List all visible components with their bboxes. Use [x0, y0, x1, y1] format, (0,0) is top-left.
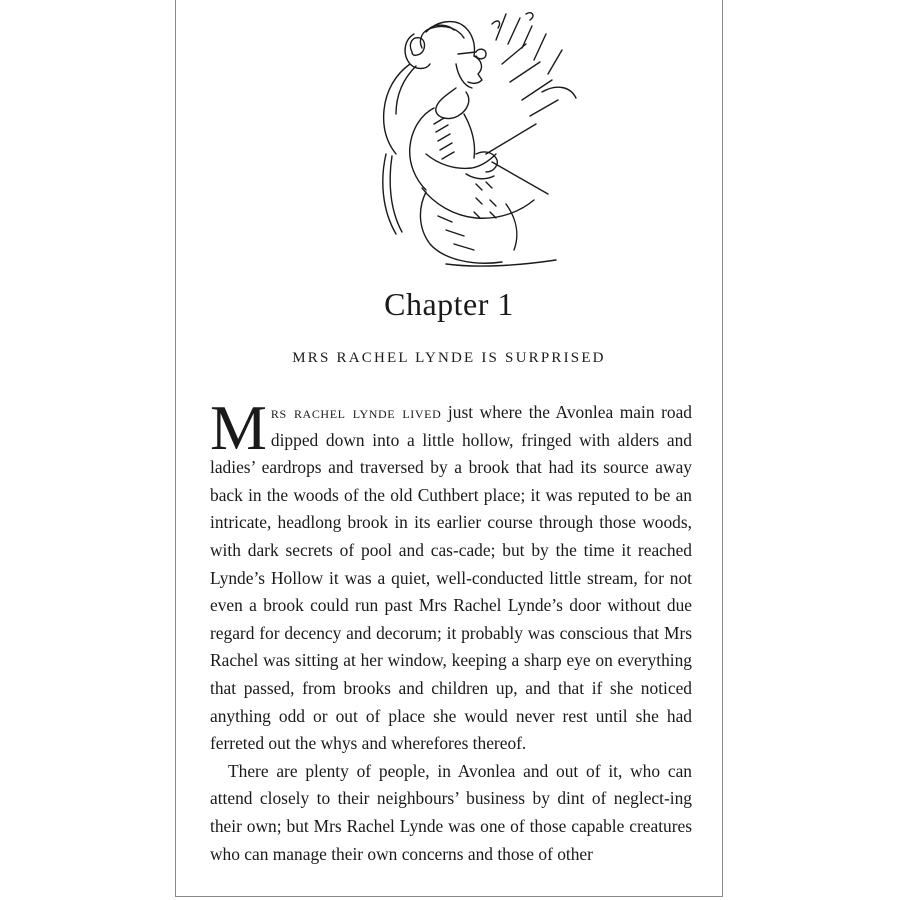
- woman-knitting-illustration: [326, 4, 586, 270]
- book-page: [175, 0, 723, 897]
- chapter-body: [210, 392, 692, 868]
- paragraph-2: [210, 758, 692, 868]
- chapter-subtitle: MRS RACHEL LYNDE IS SURPRISED: [292, 350, 606, 366]
- opening-small-caps: rs rachel lynde lived: [270, 402, 442, 422]
- paragraph-2-text: There are plenty of people, in Avonlea and out of it, who can attend closely to their neighbours’ business by dint of neglect-ing their own; but Mrs Rachel Lynde was one of those capable creatures who can manage their own concerns and those of other: [210, 760, 692, 864]
- drop-cap: M: [210, 392, 267, 463]
- chapter-title: Chapter 1: [384, 286, 514, 322]
- paragraph-1-text: just where the Avonlea main road dipped down into a little hollow, fringed with alders and ladies’ eardrops and traversed by a brook that had its source away back in the woods of the old Cuthbert place; it was reputed to be an intricate, headlong brook in its earlier course through those woods, with dark secrets of pool and cas-cade; but by the time it reached Lynde’s Hollow it was a quiet, well-conducted little stream, for not even a brook could run past Mrs Rachel Lynde’s door without due regard for decency and decorum; it probably was conscious that Mrs Rachel was sitting at her window, keeping a sharp eye on everything that passed, from brooks and children up, and that if she noticed anything odd or out of place she would never rest until she had ferreted out the whys and wherefores thereof.: [210, 402, 692, 754]
- paragraph-1: [210, 392, 692, 758]
